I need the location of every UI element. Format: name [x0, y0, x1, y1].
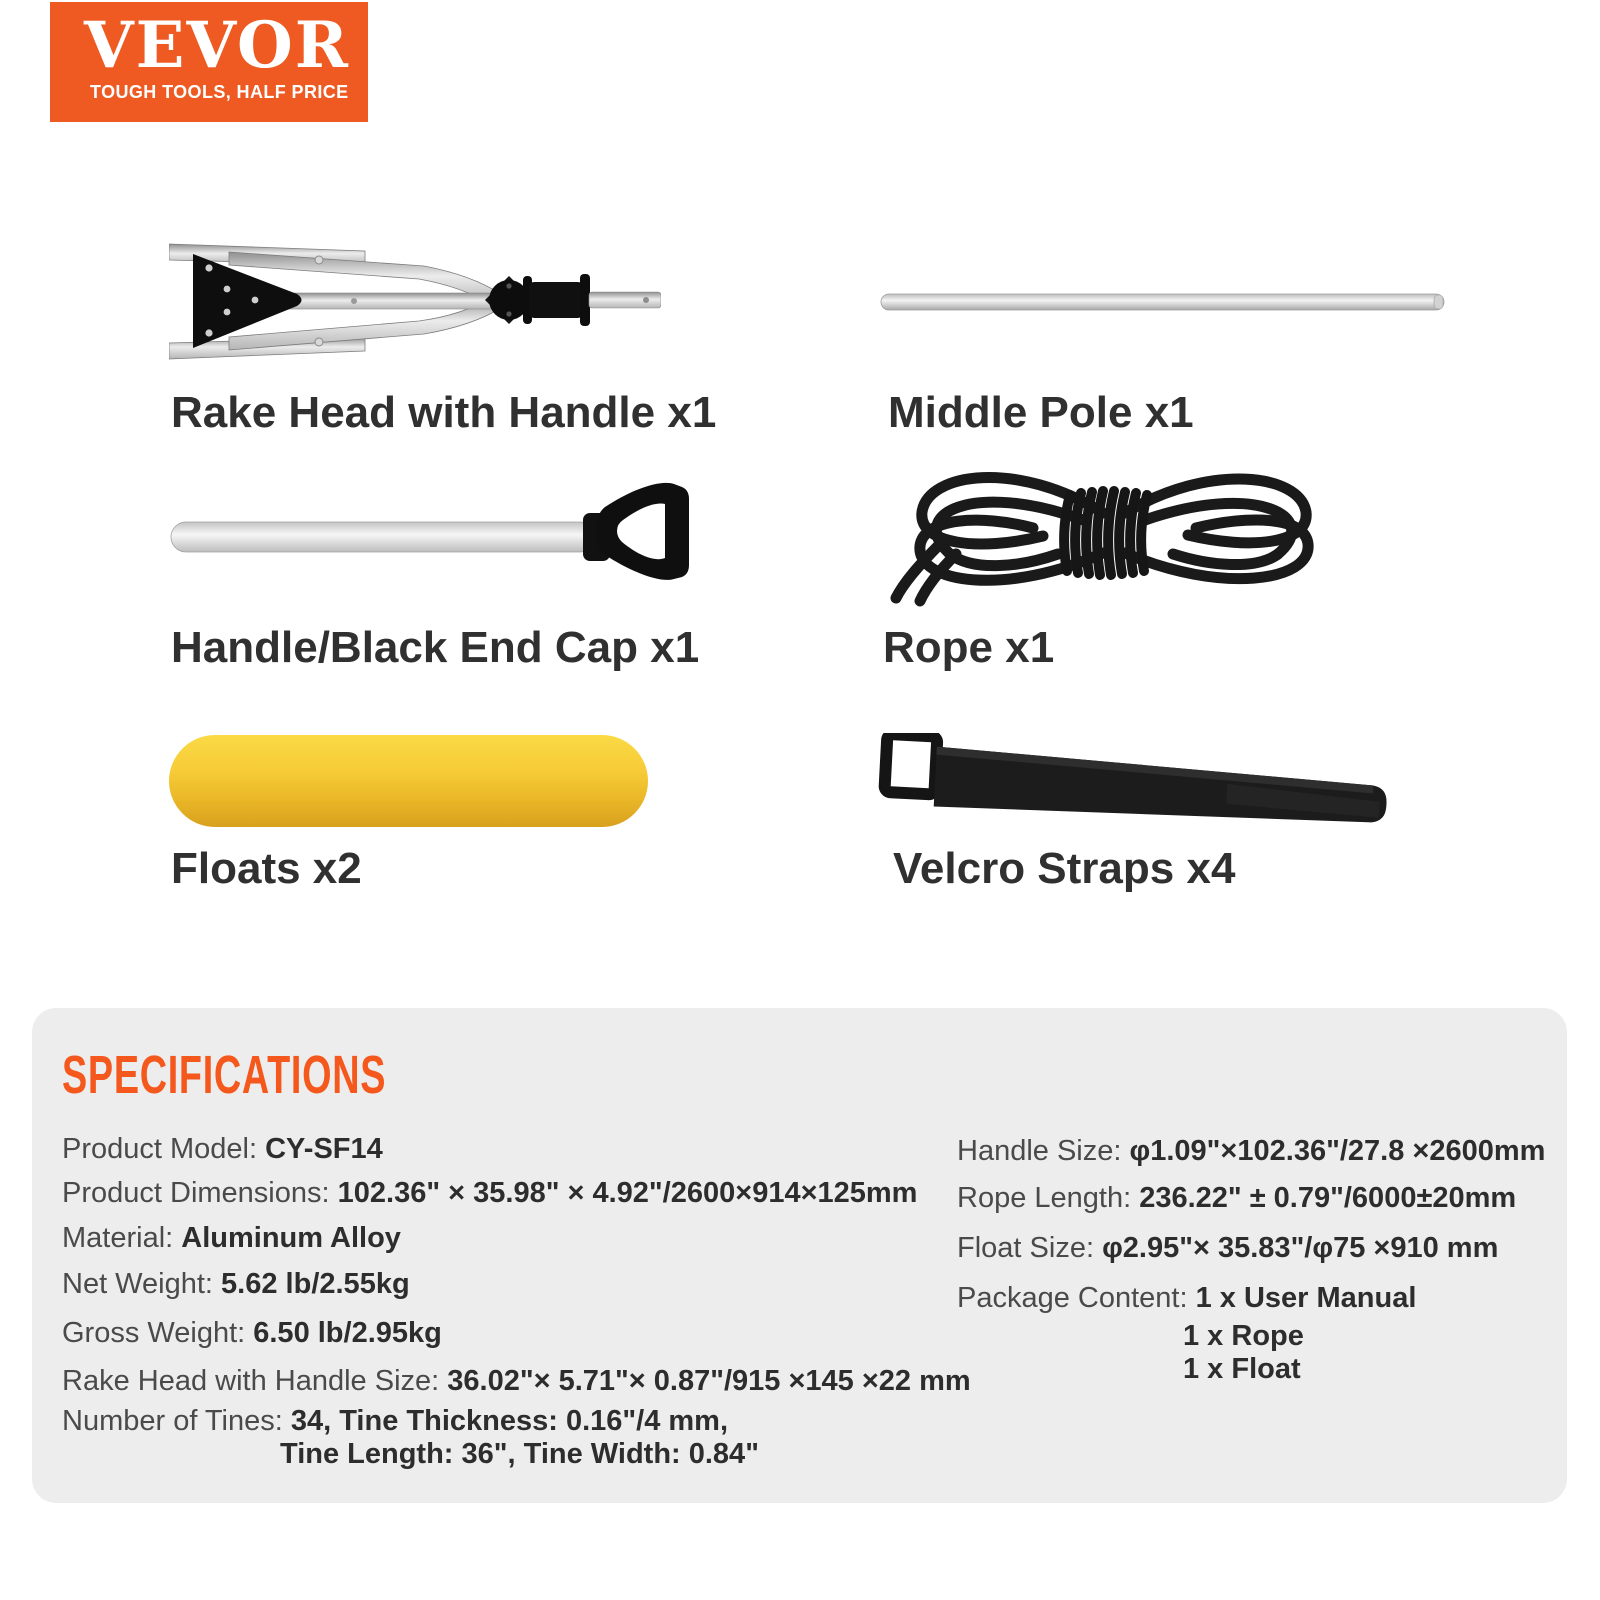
specifications-panel	[32, 1008, 1567, 1503]
spec-package-content-rope: 1 x Rope	[1183, 1320, 1304, 1352]
float-image	[169, 735, 648, 827]
brand-wordmark: VEVOR	[84, 8, 350, 83]
spec-net-weight: Net Weight: 5.62 lb/2.55kg	[62, 1268, 410, 1300]
middle-pole-image	[880, 292, 1445, 312]
spec-handle-size: Handle Size: φ1.09"×102.36"/27.8 ×2600mm	[957, 1135, 1546, 1167]
item-label-middle-pole: Middle Pole x1	[888, 388, 1194, 437]
item-label-velcro-straps: Velcro Straps x4	[893, 844, 1236, 893]
spec-product-dimensions: Product Dimensions: 102.36" × 35.98" × 4.92"/2600×914×125mm	[62, 1177, 918, 1209]
item-label-floats: Floats x2	[171, 844, 362, 893]
brand-logo-box	[50, 2, 368, 122]
spec-package-content: Package Content: 1 x User Manual	[957, 1282, 1417, 1314]
spec-float-size: Float Size: φ2.95"× 35.83"/φ75 ×910 mm	[957, 1232, 1499, 1264]
rake-head-image	[169, 238, 661, 365]
brand-tagline: TOUGH TOOLS, HALF PRICE	[90, 82, 349, 102]
handle-end-cap-image	[169, 478, 689, 582]
rope-image	[878, 458, 1350, 608]
spec-product-model: Product Model: CY-SF14	[62, 1133, 383, 1165]
spec-package-content-float: 1 x Float	[1183, 1353, 1301, 1385]
item-label-handle-end-cap: Handle/Black End Cap x1	[171, 623, 700, 672]
spec-rope-length: Rope Length: 236.22" ± 0.79"/6000±20mm	[957, 1182, 1517, 1214]
spec-rake-head-size: Rake Head with Handle Size: 36.02"× 5.71"× 0.87"/915 ×145 ×22 mm	[62, 1365, 971, 1397]
item-label-rake-head: Rake Head with Handle x1	[171, 388, 717, 437]
spec-tine-length-width: Tine Length: 36", Tine Width: 0.84"	[280, 1438, 759, 1470]
velcro-strap-image	[875, 733, 1395, 841]
item-label-rope: Rope x1	[883, 623, 1055, 672]
specifications-title: SPECIFICATIONS	[62, 1045, 387, 1105]
spec-number-of-tines: Number of Tines: 34, Tine Thickness: 0.16"/4 mm,	[62, 1405, 729, 1437]
spec-gross-weight: Gross Weight: 6.50 lb/2.95kg	[62, 1317, 442, 1349]
spec-material: Material: Aluminum Alloy	[62, 1222, 401, 1254]
